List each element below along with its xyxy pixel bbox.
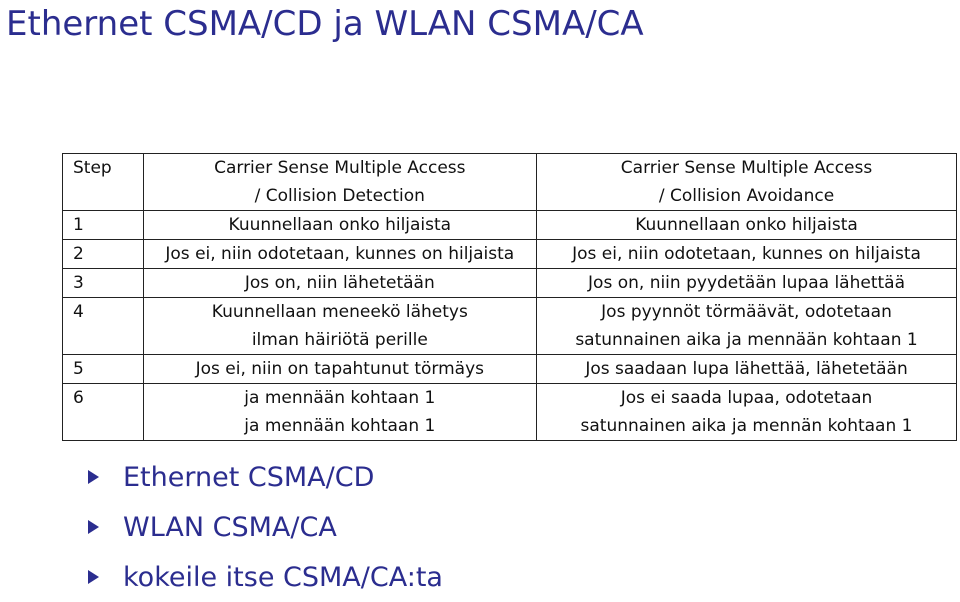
cell-text: Jos ei saada lupaa, odotetaan	[620, 388, 873, 408]
header-csma-cd-line-2: / Collision Detection	[254, 186, 425, 206]
cell-text: Jos ei, niin on tapahtunut törmäys	[195, 359, 485, 379]
step-number: 3	[63, 269, 144, 298]
cell-text: satunnainen aika ja mennään kohtaan 1	[575, 330, 918, 350]
table-row	[63, 211, 957, 240]
cell-text: Jos saadaan lupa lähettää, lähetetään	[585, 359, 908, 379]
csma-ca-cell	[537, 298, 957, 355]
header-csma-ca	[537, 154, 957, 211]
cell-text: Kuunnellaan onko hiljaista	[228, 215, 452, 235]
csma-cd-cell	[143, 384, 536, 441]
header-step: Step	[63, 154, 144, 211]
csma-ca-cell	[537, 384, 957, 441]
step-number: 2	[63, 240, 144, 269]
triangle-right-icon	[88, 520, 99, 534]
bullet-item	[88, 552, 443, 602]
header-csma-ca-line-1: Carrier Sense Multiple Access	[620, 158, 873, 178]
step-number: 1	[63, 211, 144, 240]
header-csma-cd-line-1: Carrier Sense Multiple Access	[214, 158, 466, 178]
comparison-table	[62, 153, 957, 441]
cell-text: satunnainen aika ja mennän kohtaan 1	[580, 416, 913, 436]
triangle-right-icon	[88, 470, 99, 484]
cell-text: ja mennään kohtaan 1	[244, 388, 436, 408]
csma-ca-cell	[537, 211, 957, 240]
bullet-item	[88, 502, 443, 552]
bullet-label: Ethernet CSMA/CD	[123, 461, 375, 493]
cell-text: Jos on, niin lähetetään	[244, 273, 435, 293]
bullet-item	[88, 452, 443, 502]
step-number: 4	[63, 298, 144, 355]
csma-ca-cell	[537, 240, 957, 269]
csma-cd-cell	[143, 298, 536, 355]
step-number: 5	[63, 355, 144, 384]
cell-text: ja mennään kohtaan 1	[244, 416, 436, 436]
cell-text: ilman häiriötä perille	[251, 330, 428, 350]
table-header-row	[63, 154, 957, 211]
header-csma-ca-line-2: / Collision Avoidance	[658, 186, 835, 206]
csma-ca-cell	[537, 355, 957, 384]
bullet-label: WLAN CSMA/CA	[123, 511, 337, 543]
slide-title: Ethernet CSMA/CD ja WLAN CSMA/CA	[6, 4, 644, 44]
table-row	[63, 240, 957, 269]
cell-text: Kuunnellaan meneekö lähetys	[211, 302, 468, 322]
header-csma-cd	[143, 154, 536, 211]
triangle-right-icon	[88, 570, 99, 584]
cell-text: Jos ei, niin odotetaan, kunnes on hiljaista	[572, 244, 921, 264]
bullet-label: kokeile itse CSMA/CA:ta	[123, 561, 443, 593]
cell-text: Jos on, niin pyydetään lupaa lähettää	[588, 273, 905, 293]
bullet-list	[88, 452, 443, 602]
table-row	[63, 384, 957, 441]
csma-cd-cell	[143, 269, 536, 298]
table-row	[63, 269, 957, 298]
csma-cd-cell	[143, 240, 536, 269]
csma-ca-cell	[537, 269, 957, 298]
cell-text: Jos ei, niin odotetaan, kunnes on hiljaista	[165, 244, 515, 264]
step-number: 6	[63, 384, 144, 441]
table-row	[63, 355, 957, 384]
csma-cd-cell	[143, 355, 536, 384]
cell-text: Kuunnellaan onko hiljaista	[635, 215, 858, 235]
table-row	[63, 298, 957, 355]
cell-text: Jos pyynnöt törmäävät, odotetaan	[601, 302, 892, 322]
csma-cd-cell	[143, 211, 536, 240]
